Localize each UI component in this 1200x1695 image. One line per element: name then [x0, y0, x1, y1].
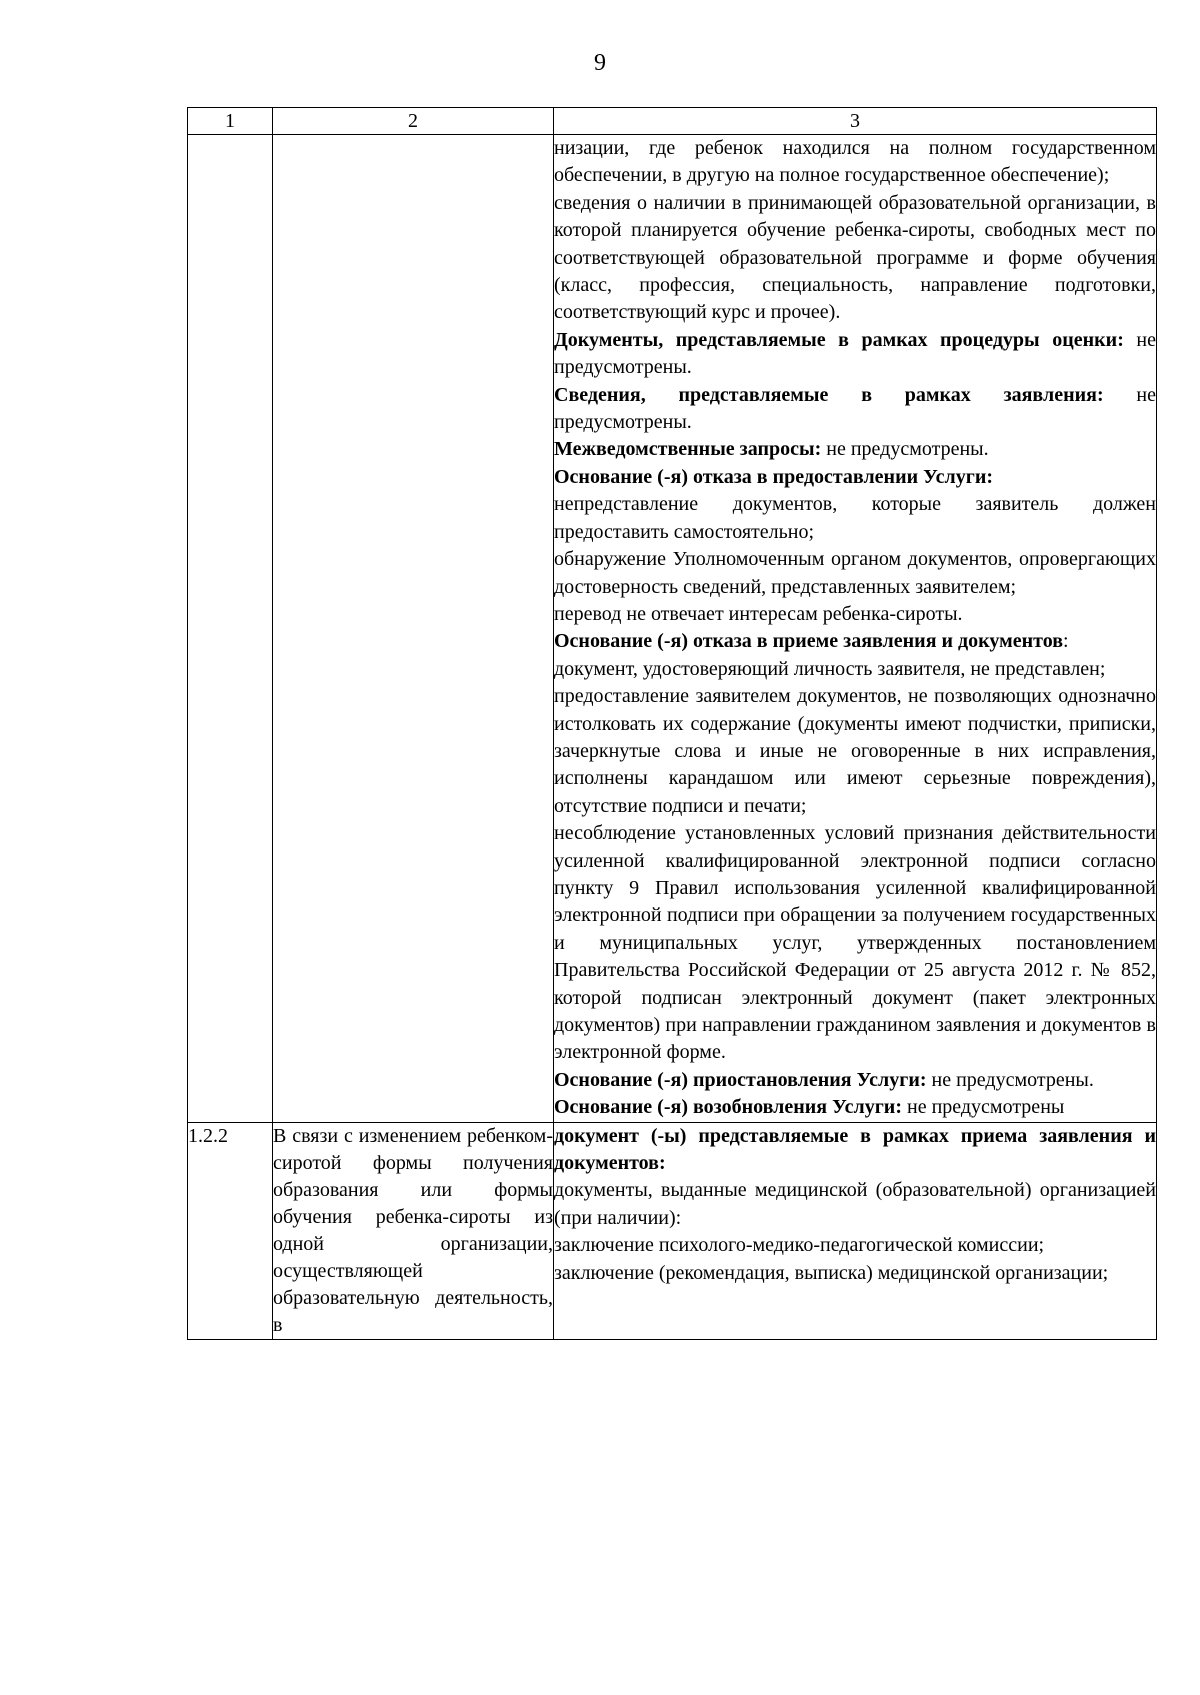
row2-paragraphs [554, 1123, 1156, 1287]
paragraph-text: непредставление документов, которые заявитель должен предоставить самостоятельно; [554, 493, 1156, 543]
row1-paragraphs [554, 135, 1156, 1122]
paragraph-heading: Документы, представляемые в рамках процедуры оценки: [554, 328, 1124, 351]
header-col-3: 3 [554, 108, 1157, 135]
paragraph [554, 656, 1156, 683]
paragraph-text: : [1063, 630, 1069, 653]
row1-number [188, 135, 273, 1123]
paragraph [554, 464, 1156, 491]
paragraph [554, 1260, 1156, 1287]
paragraph [554, 683, 1156, 820]
paragraph [554, 190, 1156, 327]
paragraph-text: заключение (рекомендация, выписка) медицинской организации; [554, 1261, 1109, 1284]
paragraph-text: не предусмотрены. [821, 438, 989, 461]
paragraph-text: не предусмотрены. [926, 1068, 1094, 1091]
header-col-1: 1 [188, 108, 273, 135]
paragraph-text: предоставление заявителем документов, не позволяющих однозначно истолковать их содержание (документы имеют подчистки, приписки, зачеркнутые слова и иные не оговоренные в них исправления, исполнены карандашом или имеют серьезные повреждения), отсутствие подписи и печати; [554, 685, 1156, 817]
paragraph-heading: Межведомственные запросы: [554, 438, 822, 461]
paragraph-heading: Основание (-я) отказа в приеме заявления и документов [554, 630, 1064, 653]
paragraph [554, 820, 1156, 1067]
paragraph-text: не предусмотрены. [554, 383, 1156, 434]
paragraph-text: обнаружение Уполномоченным органом документов, опровергающих достоверность сведений, представленных заявителем; [554, 548, 1156, 598]
paragraph [554, 1123, 1156, 1178]
paragraph-heading: Основание (-я) отказа в предоставлении Услуги: [554, 465, 994, 488]
paragraph-heading: Основание (-я) приостановления Услуги: [554, 1068, 927, 1091]
paragraph [554, 1067, 1156, 1094]
paragraph [554, 601, 1156, 628]
row2-content [554, 1122, 1157, 1339]
paragraph-text: сведения о наличии в принимающей образовательной организации, в которой планируется обучение ребенка-сироты, свободных мест по соответствующей образовательной программе и форме обучения (класс, профессия, специальность, направление подготовки, соответствующий курс и прочее). [554, 191, 1156, 324]
paragraph-text: документы, выданные медицинской (образовательной) организацией (при наличии): [554, 1179, 1156, 1229]
table-row [188, 1122, 1157, 1339]
paragraph-heading: документ (-ы) представляемые в рамках приема заявления и документов: [554, 1124, 1156, 1175]
header-col-2: 2 [273, 108, 554, 135]
paragraph [554, 1232, 1156, 1259]
row2-number: 1.2.2 [188, 1122, 273, 1339]
paragraph-text: перевод не отвечает интересам ребенка-сироты. [554, 602, 963, 625]
paragraph-text: заключение психолого-медико-педагогической комиссии; [554, 1234, 1045, 1257]
paragraph [554, 327, 1156, 382]
paragraph-text: документ, удостоверяющий личность заявителя, не представлен; [554, 657, 1106, 680]
paragraph-text: низации, где ребенок находился на полном государственном обеспечении, в другую на полное государственное обеспечение); [554, 137, 1156, 187]
row1-content [554, 135, 1157, 1123]
paragraph [554, 1177, 1156, 1232]
paragraph [554, 1094, 1156, 1121]
paragraph [554, 628, 1156, 655]
row2-title: В связи с изменением ребенком-сиротой формы получения образования или формы обучения ребенка-сироты из одной организации, осуществляющей образовательную деятельность, в [273, 1122, 554, 1339]
paragraph [554, 135, 1156, 190]
page-number: 9 [594, 50, 606, 76]
paragraph-heading: Основание (-я) возобновления Услуги: [554, 1096, 902, 1119]
paragraph-heading: Сведения, представляемые в рамках заявления: [554, 383, 1104, 406]
paragraph-text: не предусмотрены. [554, 328, 1156, 379]
table-header-row [188, 108, 1157, 135]
row1-title [273, 135, 554, 1123]
paragraph [554, 546, 1156, 601]
services-table [187, 107, 1157, 1340]
paragraph [554, 382, 1156, 437]
paragraph [554, 436, 1156, 463]
table-row [188, 135, 1157, 1123]
paragraph [554, 491, 1156, 546]
paragraph-text: не предусмотрены [901, 1096, 1065, 1119]
paragraph-text: несоблюдение установленных условий признания действительности усиленной квалифицированной электронной подписи согласно пункту 9 Правил использования усиленной квалифицированной электронной подписи при обращении за получением государственных и муниципальных услуг, утвержденных постановлением Правительства Российской Федерации от 25 августа 2012 г. № 852, которой подписан электронный документ (пакет электронных документов) при направлении гражданином заявления и документов в электронной форме. [554, 822, 1156, 1064]
